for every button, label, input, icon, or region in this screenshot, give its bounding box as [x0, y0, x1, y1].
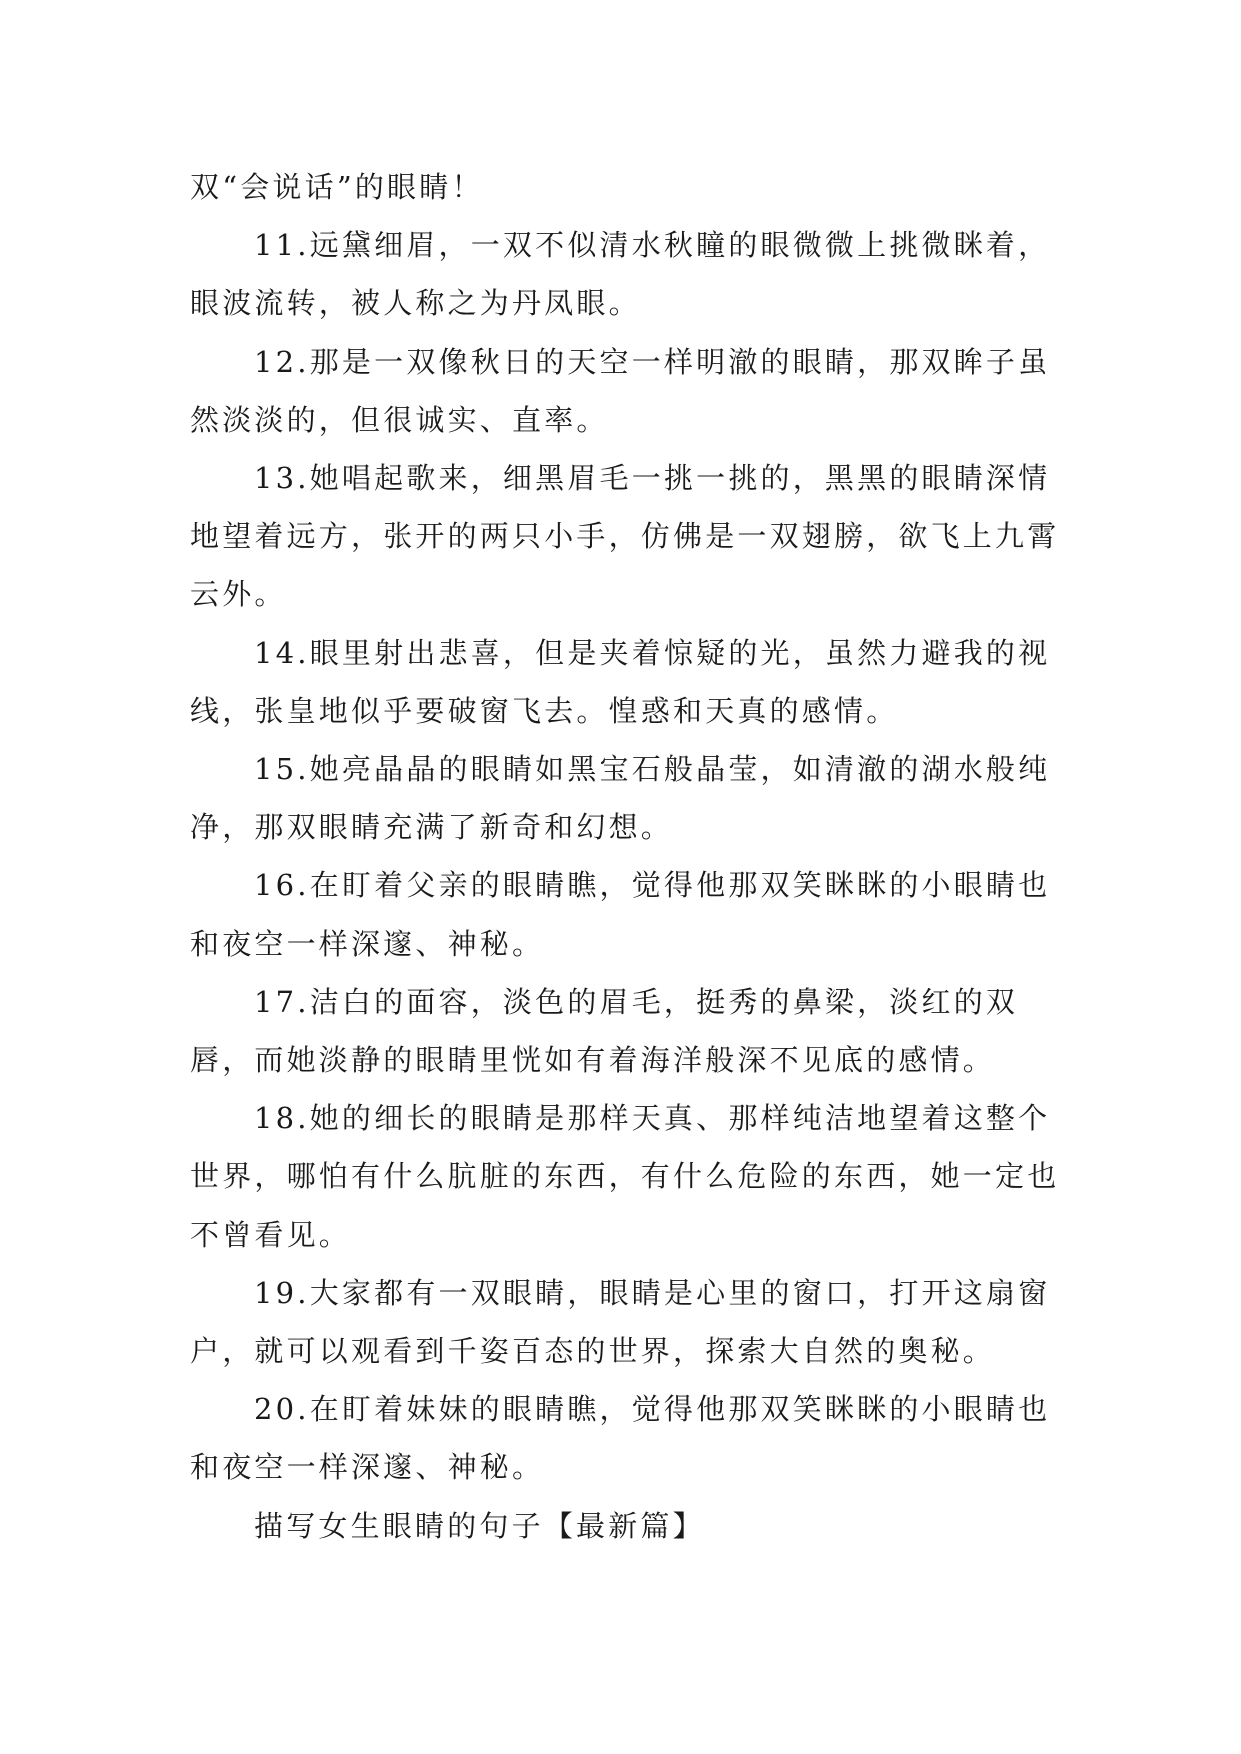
- paragraph-item-17: 17.洁白的面容，淡色的眉毛，挺秀的鼻梁，淡红的双唇，而她淡静的眼睛里恍如有着海洋般深不见底的感情。: [190, 984, 1019, 1078]
- document-body: [190, 158, 1070, 1555]
- paragraph-item-12: 12.那是一双像秋日的天空一样明澈的眼睛，那双眸子虽然淡淡的，但很诚实、直率。: [190, 344, 1051, 437]
- paragraph-item-18: 18.她的细长的眼睛是那样天真、那样纯洁地望着这整个世界，哪怕有什么肮脏的东西，有什么危险的东西，她一定也不曾看见。: [190, 1101, 1060, 1252]
- paragraph-item-11: 11.远黛细眉，一双不似清水秋瞳的眼微微上挑微眯着，眼波流转，被人称之为丹凤眼。: [190, 228, 1051, 321]
- paragraph-item-20: 20.在盯着妹妹的眼睛瞧，觉得他那双笑眯眯的小眼睛也和夜空一样深邃、神秘。: [190, 1392, 1051, 1485]
- paragraph-item-16: 16.在盯着父亲的眼睛瞧，觉得他那双笑眯眯的小眼睛也和夜空一样深邃、神秘。: [190, 868, 1051, 961]
- paragraph-item-15: 15.她亮晶晶的眼睛如黑宝石般晶莹，如清澈的湖水般纯净，那双眼睛充满了新奇和幻想。: [190, 752, 1051, 845]
- paragraph-item-13: 13.她唱起歌来，细黑眉毛一挑一挑的，黑黑的眼睛深情地望着远方，张开的两只小手，仿佛是一双翅膀，欲飞上九霄云外。: [190, 461, 1060, 612]
- section-heading: 描写女生眼睛的句子【最新篇】: [254, 1508, 705, 1543]
- paragraph-item-14: 14.眼里射出悲喜，但是夹着惊疑的光，虽然力避我的视线，张皇地似乎要破窗飞去。惶惑和天真的感情。: [190, 635, 1051, 728]
- paragraph-item-19: 19.大家都有一双眼睛，眼睛是心里的窗口，打开这扇窗户，就可以观看到千姿百态的世界，探索大自然的奥秘。: [190, 1275, 1051, 1369]
- paragraph-continuation: 双“会说话”的眼睛！: [190, 170, 484, 204]
